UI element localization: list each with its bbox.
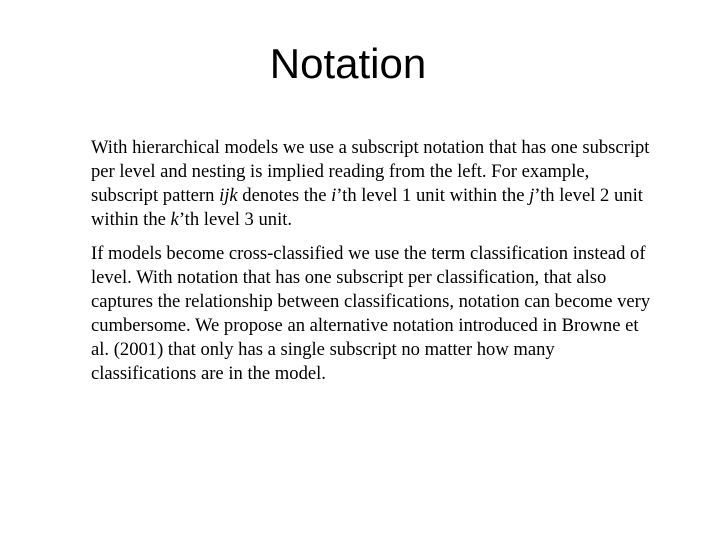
subscript-k: k xyxy=(170,209,179,230)
subscript-j: j xyxy=(529,185,535,206)
slide-body xyxy=(91,136,651,396)
paragraph-text: ’th level 1 unit within the xyxy=(336,185,530,206)
paragraph-hierarchical-notation xyxy=(91,136,651,232)
paragraph-text: ’th level 2 unit within the xyxy=(91,185,643,230)
paragraph-text: With hierarchical models we use a subscript notation that has one subscript per level and nesting is implied reading from the left. For example, subscript pattern xyxy=(91,137,650,206)
subscript-pattern-ijk: ijk xyxy=(219,185,238,206)
slide-title: Notation xyxy=(269,40,427,87)
subscript-i: i xyxy=(331,185,337,206)
paragraph-text: ’th level 3 unit. xyxy=(178,209,293,230)
paragraph-cross-classified: If models become cross-classified we use the term classification instead of level. With notation that has one subscript per classification, that also captures the relationship between classifications, notation can become very cumbersome. We propose an alternative notation introduced in Browne et al. (2001) that only has a single subscript no matter how many classifications are in the model. xyxy=(91,243,651,384)
paragraph-text: denotes the xyxy=(237,185,332,206)
